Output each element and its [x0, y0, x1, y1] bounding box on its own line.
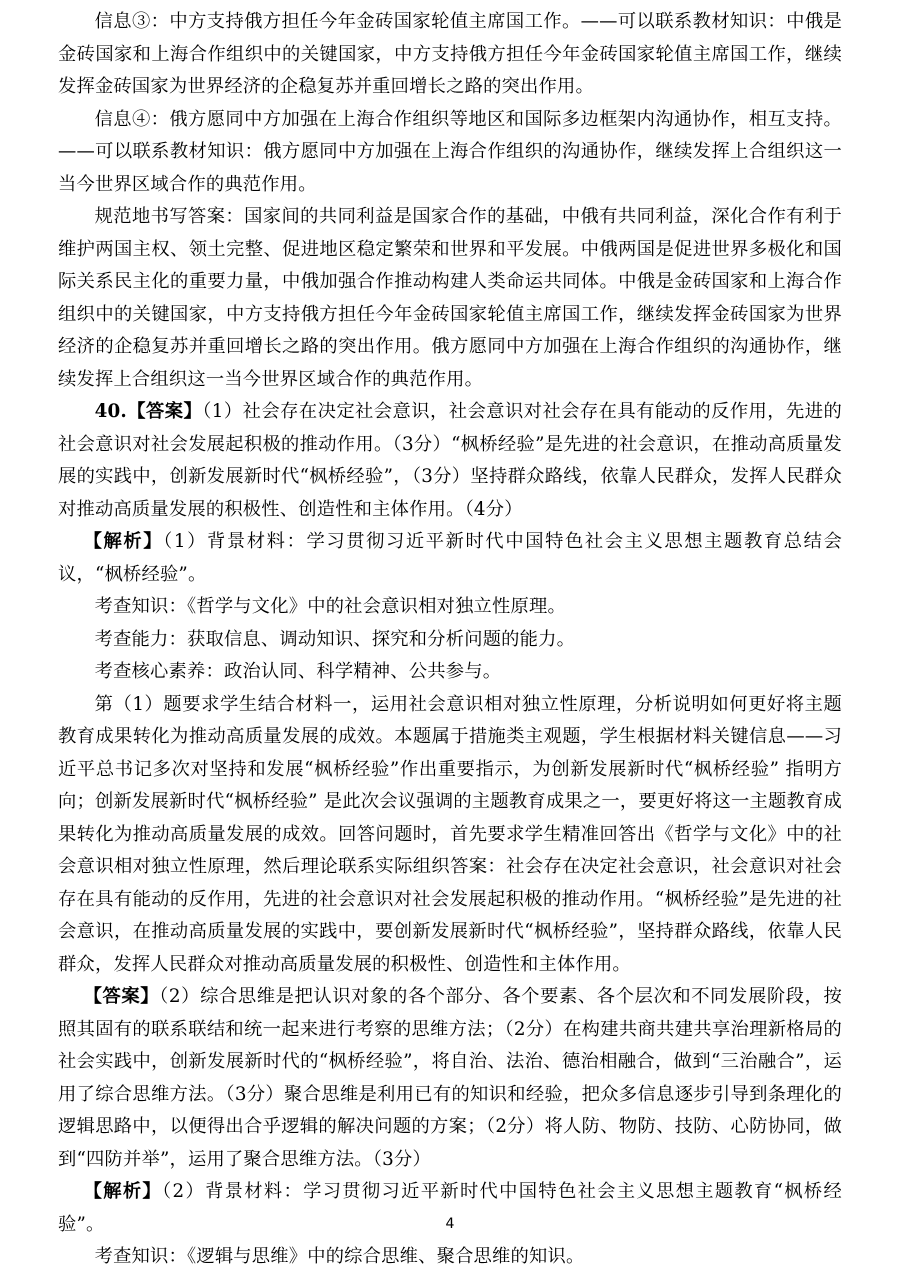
info-4-paragraph: 信息④：俄方愿同中方加强在上海合作组织等地区和国际多边框架内沟通协作，相互支持。——可以联系教材知识：俄方愿同中方加强在上海合作组织的沟通协作，继续发挥上合组织这一当今世界区域合作的典范作用。	[58, 108, 842, 195]
answer-tag: 【答案】	[127, 401, 203, 422]
answer-text: （1）社会存在决定社会意识，社会意识对社会存在具有能动的反作用，先进的社会意识对社会发展起积极的推动作用。（3分）“枫桥经验”是先进的社会意识，在推动高质量发展的实践中，创新发展新时代“枫桥经验”，（3分）坚持群众路线，依靠人民群众，发挥人民群众对推动高质量发展的积极性、创造性和主体作用。（4分）	[58, 401, 842, 520]
info-3-paragraph: 信息③：中方支持俄方担任今年金砖国家轮值主席国工作。——可以联系教材知识：中俄是金砖国家和上海合作组织中的关键国家，中方支持俄方担任今年金砖国家轮值主席国工作，继续发挥金砖国家为世界经济的企稳复苏并重回增长之路的突出作用。	[58, 11, 842, 97]
analysis2-tag: 【解析】	[83, 1181, 163, 1202]
q40-answer2-paragraph	[58, 981, 842, 1176]
standard-answer-paragraph: 规范地书写答案：国家间的共同利益是国家合作的基础，中俄有共同利益，深化合作有利于维护两国主权、领土完整、促进地区稳定繁荣和世界和平发展。中俄两国是促进世界多极化和国际关系民主化的重要力量，中俄加强合作推动构建人类命运共同体。中俄是金砖国家和上海合作组织中的关键国家，中方支持俄方担任今年金砖国家轮值主席国工作，继续发挥金砖国家为世界经济的企稳复苏并重回增长之路的突出作用。俄方愿同中方加强在上海合作组织的沟通协作，继续发挥上合组织这一当今世界区域合作的典范作用。	[58, 206, 842, 390]
document-page	[58, 6, 842, 1274]
knowledge-line: 考查知识：《哲学与文化》中的社会意识相对独立性原理。	[94, 596, 566, 617]
answer2-tag: 【答案】	[83, 986, 160, 1007]
analysis2-text: （2）背景材料：学习贯彻习近平新时代中国特色社会主义思想主题教育“枫桥经验”。	[58, 1181, 843, 1235]
explanation-paragraph: 第（1）题要求学生结合材料一，运用社会意识相对独立性原理，分析说明如何更好将主题教育成果转化为推动高质量发展的成效。本题属于措施类主观题，学生根据材料关键信息——习近平总书记多次对坚持和发展“枫桥经验”作出重要指示，为创新发展新时代“枫桥经验” 指明方向；创新发展新时代“枫桥经验” 是此次会议强调的主题教育成果之一，要更好将这一主题教育成果转化为推动高质量发展的成效。回答问题时，首先要求学生精准回答出《哲学与文化》中的社会意识相对独立性原理，然后理论联系实际组织答案：社会存在决定社会意识，社会意识对社会存在具有能动的反作用，先进的社会意识对社会发展起积极的推动作用。“枫桥经验”是先进的社会意识，在推动高质量发展的实践中，要创新发展新时代“枫桥经验”，坚持群众路线，依靠人民群众，发挥人民群众对推动高质量发展的积极性、创造性和主体作用。	[58, 693, 842, 975]
question-number: 40.	[94, 401, 127, 422]
q40-analysis-paragraph	[58, 526, 842, 591]
answer2-text: （2）综合思维是把认识对象的各个部分、各个要素、各个层次和不同发展阶段，按照其固有的联系联结和统一起来进行考察的思维方法；（2分）在构建共商共建共享治理新格局的社会实践中，创新发展新时代的“枫桥经验”，将自治、法治、德治相融合，做到“三治融合”，运用了综合思维方法。（3分）聚合思维是利用已有的知识和经验，把众多信息逐步引导到条理化的逻辑思路中，以便得出合乎逻辑的解决问题的方案；（2分）将人防、物防、技防、心防协同，做到“四防并举”，运用了聚合思维方法。（3分）	[58, 986, 842, 1170]
q40-answer-paragraph	[58, 396, 842, 526]
literacy-line: 考查核心素养：政治认同、科学精神、公共参与。	[94, 661, 502, 682]
knowledge2-line: 考查知识：《逻辑与思维》中的综合思维、聚合思维的知识。	[94, 1246, 585, 1267]
ability-line: 考查能力：获取信息、调动知识、探究和分析问题的能力。	[94, 628, 576, 650]
analysis-text: （1）背景材料：学习贯彻习近平新时代中国特色社会主义思想主题教育总结会议，“枫桥经验”。	[58, 531, 842, 585]
analysis-tag: 【解析】	[83, 531, 164, 552]
page-number: 4	[445, 1216, 455, 1232]
